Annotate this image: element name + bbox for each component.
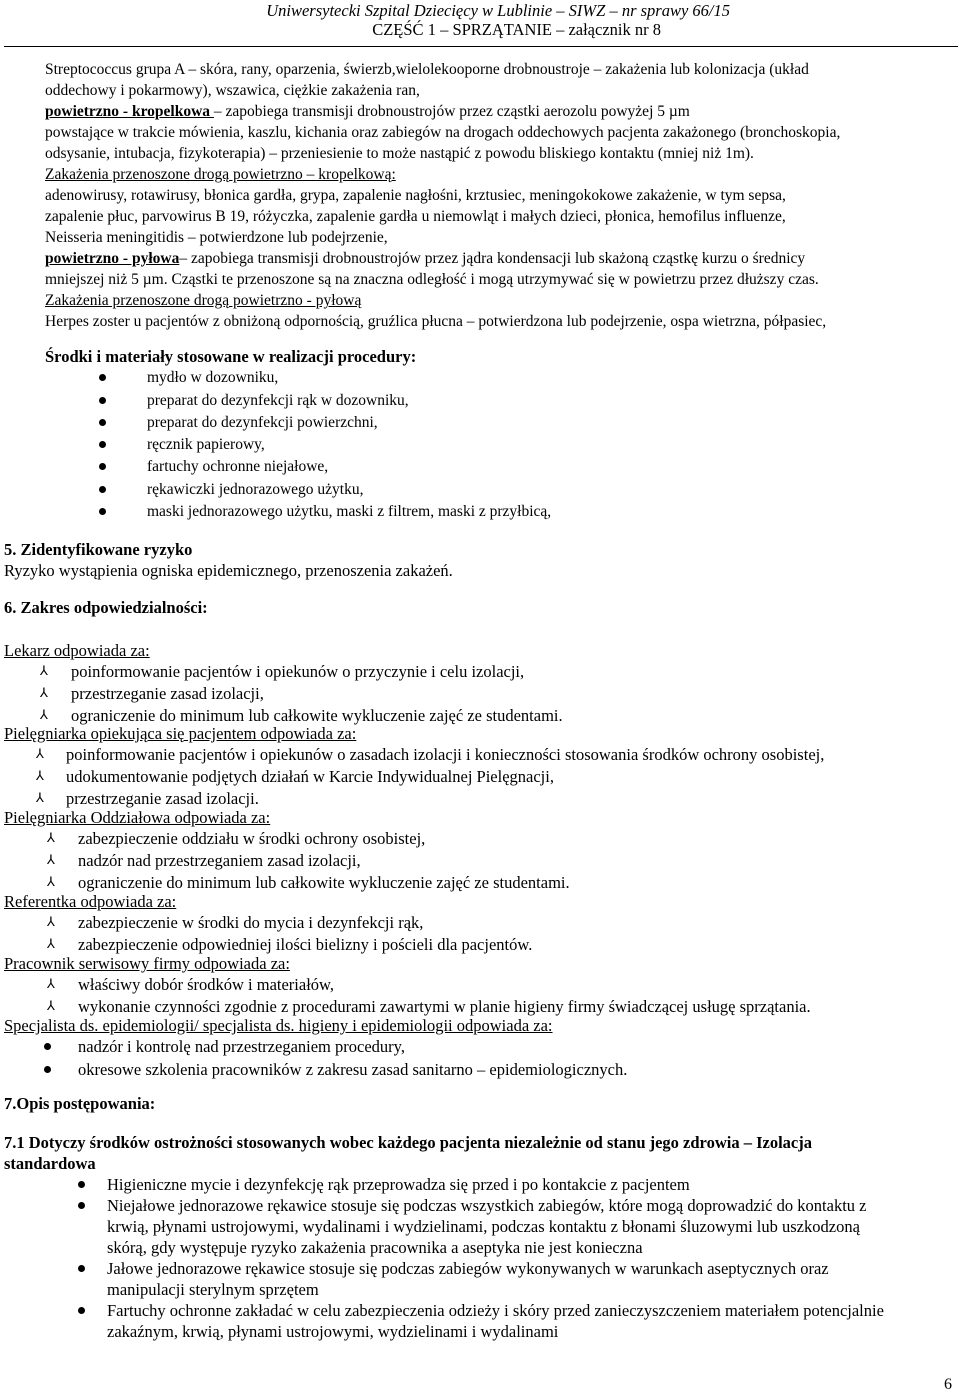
list-item: rękawiczki jednorazowego użytku,	[147, 481, 364, 498]
arrow-tip-icon: ⅄	[40, 708, 48, 723]
role-title-pielegniarka: Pielęgniarka opiekująca się pacjentem odpowiada za:	[4, 724, 357, 743]
section-7-1-heading-cont: standardowa	[4, 1154, 96, 1173]
responsibility-item: wykonanie czynności zgodnie z procedurami zawartymi w planie higieny firmy świadczącej usługę sprzątania.	[78, 997, 811, 1016]
responsibility-item: przestrzeganie zasad izolacji,	[71, 684, 264, 703]
procedure-item: Jałowe jednorazowe rękawice stosuje się podczas zabiegów wykonywanych w warunkach aseptycznych oraz	[107, 1259, 829, 1278]
text-line: zapalenie płuc, parvowirus B 19, różyczka, zapalenie gardła u niemowląt i małych dzieci, płonica, hemofilus influenze,	[45, 208, 786, 225]
procedure-item: Fartuchy ochronne zakładać w celu zabezpieczenia odzieży i skóry przed zanieczyszczeniem materiałem potencjalnie	[107, 1301, 884, 1320]
list-item: fartuchy ochronne niejałowe,	[147, 458, 329, 475]
section-5-text: Ryzyko wystąpienia ogniska epidemicznego, przenoszenia zakażeń.	[4, 561, 453, 580]
responsibility-item: ograniczenie do minimum lub całkowite wykluczenie zajęć ze studentami.	[78, 873, 570, 892]
responsibility-item: zabezpieczenie oddziału w środki ochrony osobistej,	[78, 829, 426, 848]
header-divider	[4, 46, 958, 47]
text-line: odsysanie, intubacja, fizykoterapia) – przeniesienie to może nastąpić z powodu bliskiego kontaktu (mniej niż 1m).	[45, 145, 754, 162]
bullet-icon	[99, 486, 106, 493]
responsibility-item: udokumentowanie podjętych działań w Karcie Indywidualnej Pielęgnacji,	[66, 767, 554, 786]
procedure-item-cont: skórą, gdy występuje ryzyko zakażenia pracownika a aseptyka nie jest konieczna	[107, 1238, 643, 1257]
arrow-tip-icon: ⅄	[47, 937, 55, 952]
transmission-type-label: powietrzno - kropelkowa	[45, 103, 214, 120]
section-7-heading: 7.Opis postępowania:	[4, 1094, 156, 1113]
arrow-tip-icon: ⅄	[36, 769, 44, 784]
procedure-item-cont: zakaźnym, krwią, płynami ustrojowymi, wydzielinami i wydalinami	[107, 1322, 559, 1341]
role-title-oddzialowa: Pielęgniarka Oddziałowa odpowiada za:	[4, 808, 271, 827]
role-title-lekarz: Lekarz odpowiada za:	[4, 641, 150, 660]
bullet-icon	[44, 1043, 51, 1050]
responsibility-item: ograniczenie do minimum lub całkowite wykluczenie zajęć ze studentami.	[71, 706, 563, 725]
arrow-tip-icon: ⅄	[40, 664, 48, 679]
responsibility-item: właściwy dobór środków i materiałów,	[78, 975, 334, 994]
arrow-tip-icon: ⅄	[36, 791, 44, 806]
responsibility-item: poinformowanie pacjentów i opiekunów o zasadach izolacji i konieczności stosowania środków ochrony osobistej,	[66, 745, 825, 764]
text-line	[45, 102, 690, 122]
bullet-icon	[78, 1265, 85, 1272]
bullet-icon	[99, 508, 106, 515]
arrow-tip-icon: ⅄	[36, 747, 44, 762]
procedure-item: Higieniczne mycie i dezynfekcję rąk przeprowadza się przed i po kontakcie z pacjentem	[107, 1175, 690, 1194]
transmission-description: – zapobiega transmisji drobnoustrojów przez cząstki aerozolu powyżej 5 µm	[213, 103, 690, 120]
responsibility-item: zabezpieczenie w środki do mycia i dezynfekcji rąk,	[78, 913, 424, 932]
materials-heading: Środki i materiały stosowane w realizacji procedury:	[45, 347, 417, 366]
arrow-tip-icon: ⅄	[40, 686, 48, 701]
bullet-icon	[44, 1066, 51, 1073]
arrow-tip-icon: ⅄	[47, 977, 55, 992]
bullet-icon	[99, 374, 106, 381]
text-line: mniejszej niż 5 µm. Cząstki te przenoszone są na znaczna odległość i mogą utrzymywać się w powietrzu przez dłuższy czas.	[45, 271, 819, 288]
document-header-title: Uniwersytecki Szpital Dziecięcy w Lublinie – SIWZ – nr sprawy 66/15	[266, 1, 730, 20]
bullet-icon	[99, 441, 106, 448]
list-item: maski jednorazowego użytku, maski z filtrem, maski z przyłbicą,	[147, 503, 552, 520]
page-number: 6	[944, 1376, 952, 1393]
arrow-tip-icon: ⅄	[47, 853, 55, 868]
procedure-item-cont: manipulacji sterylnym sprzętem	[107, 1280, 319, 1299]
arrow-tip-icon: ⅄	[47, 999, 55, 1014]
text-line: Streptococcus grupa A – skóra, rany, oparzenia, świerzb,wielolekooporne drobnoustroje – zakażenia lub kolonizacja (układ	[45, 61, 809, 78]
text-line: oddechowy i pokarmowy), wszawica, ciężkie zakażenia ran,	[45, 82, 420, 99]
section-7-1-heading: 7.1 Dotyczy środków ostrożności stosowanych wobec każdego pacjenta niezależnie od stanu jego zdrowia – Izolacja	[4, 1133, 812, 1152]
list-item: mydło w dozowniku,	[147, 369, 279, 386]
section-6-heading: 6. Zakres odpowiedzialności:	[4, 598, 208, 617]
bullet-icon	[99, 463, 106, 470]
text-line: Herpes zoster u pacjentów z obniżoną odpornością, gruźlica płucna – potwierdzona lub podejrzenie, ospa wietrzna, półpasiec,	[45, 313, 827, 330]
transmission-type-label: powietrzno - pyłowa	[45, 250, 180, 267]
arrow-tip-icon: ⅄	[47, 915, 55, 930]
section-5-heading: 5. Zidentyfikowane ryzyko	[4, 540, 193, 559]
bullet-icon	[78, 1181, 85, 1188]
procedure-item-cont: krwią, płynami ustrojowymi, wydalinami i wydzielinami, podczas kontaktu z błonami śluzowymi lub uszkodzoną	[107, 1217, 860, 1236]
list-item: preparat do dezynfekcji powierzchni,	[147, 414, 378, 431]
responsibility-item: zabezpieczenie odpowiedniej ilości bielizny i pościeli dla pacjentów.	[78, 935, 533, 954]
responsibility-item: okresowe szkolenia pracowników z zakresu zasad sanitarno – epidemiologicznych.	[78, 1060, 628, 1079]
responsibility-item: nadzór i kontrolę nad przestrzeganiem procedury,	[78, 1037, 405, 1056]
bullet-icon	[99, 419, 106, 426]
bullet-icon	[78, 1307, 85, 1314]
list-item: preparat do dezynfekcji rąk w dozowniku,	[147, 392, 409, 409]
text-line: powstające w trakcie mówienia, kaszlu, kichania oraz zabiegów na drogach oddechowych pacjenta zakażonego (bronchoskopia,	[45, 124, 841, 141]
responsibility-item: nadzór nad przestrzeganiem zasad izolacji,	[78, 851, 361, 870]
subheading-droplet: Zakażenia przenoszone drogą powietrzno – kropelkową:	[45, 166, 396, 183]
role-title-referentka: Referentka odpowiada za:	[4, 892, 177, 911]
bullet-icon	[99, 397, 106, 404]
text-line: Neisseria meningitidis – potwierdzone lub podejrzenie,	[45, 229, 388, 246]
role-title-pracownik: Pracownik serwisowy firmy odpowiada za:	[4, 954, 290, 973]
procedure-item: Niejałowe jednorazowe rękawice stosuje się podczas wszystkich zabiegów, które mogą doprowadzić do kontaktu z	[107, 1196, 867, 1215]
document-header-subtitle: CZĘŚĆ 1 – SPRZĄTANIE – załącznik nr 8	[372, 20, 661, 39]
list-item: ręcznik papierowy,	[147, 436, 265, 453]
responsibility-item: przestrzeganie zasad izolacji.	[66, 789, 259, 808]
arrow-tip-icon: ⅄	[47, 831, 55, 846]
role-title-specjalista: Specjalista ds. epidemiologii/ specjalista ds. higieny i epidemiologii odpowiada za:	[4, 1016, 553, 1035]
subheading-airborne: Zakażenia przenoszone drogą powietrzno - pyłową	[45, 292, 362, 309]
responsibility-item: poinformowanie pacjentów i opiekunów o przyczynie i celu izolacji,	[71, 662, 525, 681]
text-line: adenowirusy, rotawirusy, błonica gardła, grypa, zapalenie nagłośni, krztusiec, meningokokowe zakażenie, w tym sepsa,	[45, 187, 786, 204]
bullet-icon	[78, 1202, 85, 1209]
transmission-description: – zapobiega transmisji drobnoustrojów przez jądra kondensacji lub skażoną cząstkę kurzu o średnicy	[179, 250, 806, 267]
arrow-tip-icon: ⅄	[47, 875, 55, 890]
text-line	[45, 249, 805, 269]
